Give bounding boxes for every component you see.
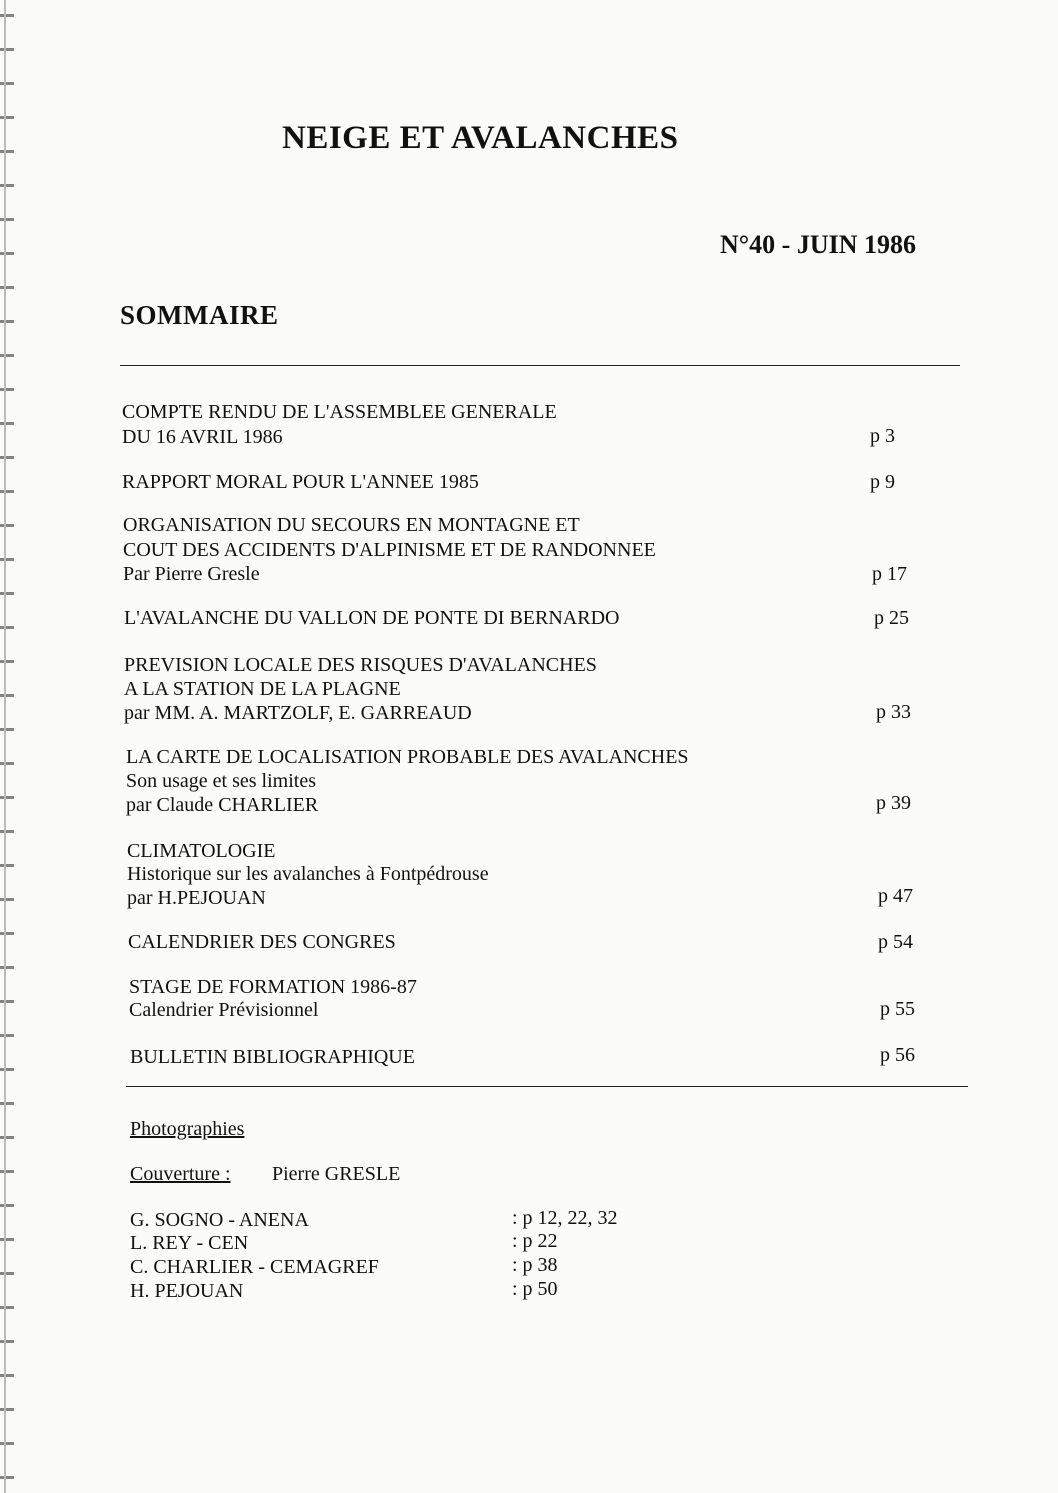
- photographer-name: G. SOGNO - ANENA: [130, 1209, 309, 1231]
- photographer-pages: : p 12, 22, 32: [512, 1207, 618, 1229]
- toc-entry-title: RAPPORT MORAL POUR L'ANNEE 1985: [122, 471, 479, 493]
- toc-entry-subline: par MM. A. MARTZOLF, E. GARREAUD: [124, 702, 472, 724]
- toc-page-number: p 54: [878, 931, 913, 953]
- toc-entry-subline: par Claude CHARLIER: [126, 794, 319, 816]
- issue-number: N°40 - JUIN 1986: [720, 230, 917, 259]
- toc-page-number: p 56: [880, 1044, 915, 1066]
- cover-credit-name: Pierre GRESLE: [272, 1163, 401, 1185]
- toc-entry-subline: COUT DES ACCIDENTS D'ALPINISME ET DE RANDONNEE: [123, 539, 656, 561]
- spiral-binding-edge: [0, 0, 14, 1493]
- toc-entry-title: LA CARTE DE LOCALISATION PROBABLE DES AVALANCHES: [126, 746, 689, 768]
- photographer-pages: : p 22: [512, 1230, 558, 1252]
- toc-entry-subline: A LA STATION DE LA PLAGNE: [124, 678, 401, 700]
- toc-entry-title: PREVISION LOCALE DES RISQUES D'AVALANCHES: [124, 654, 597, 676]
- toc-page-number: p 25: [874, 607, 909, 629]
- photographer-name: C. CHARLIER - CEMAGREF: [130, 1256, 379, 1278]
- binding-line: [4, 0, 6, 1493]
- photographer-name: H. PEJOUAN: [130, 1280, 244, 1302]
- toc-page-number: p 9: [870, 471, 895, 493]
- toc-page-number: p 39: [876, 792, 911, 814]
- toc-page-number: p 33: [876, 701, 911, 723]
- photographer-pages: : p 50: [512, 1278, 558, 1300]
- toc-entry-title: BULLETIN BIBLIOGRAPHIQUE: [130, 1046, 415, 1068]
- photographer-name: L. REY - CEN: [130, 1232, 249, 1254]
- toc-entry-title: ORGANISATION DU SECOURS EN MONTAGNE ET: [123, 514, 580, 536]
- toc-entry-title: STAGE DE FORMATION 1986-87: [129, 976, 417, 998]
- top-divider: [120, 365, 960, 366]
- toc-entry-subline: Son usage et ses limites: [126, 770, 316, 792]
- photo-credits-heading: Photographies: [130, 1118, 245, 1140]
- toc-entry-subline: Historique sur les avalanches à Fontpédrouse: [127, 863, 489, 885]
- toc-page-number: p 17: [872, 563, 907, 585]
- toc-entry-title: CLIMATOLOGIE: [127, 840, 276, 862]
- section-heading: SOMMAIRE: [120, 300, 279, 330]
- toc-page-number: p 3: [870, 425, 895, 447]
- toc-entry-title: L'AVALANCHE DU VALLON DE PONTE DI BERNARDO: [124, 607, 620, 629]
- publication-title: NEIGE ET AVALANCHES: [282, 120, 679, 156]
- toc-entry-subline: Calendrier Prévisionnel: [129, 999, 319, 1021]
- toc-page-number: p 55: [880, 998, 915, 1020]
- bottom-divider: [126, 1086, 968, 1087]
- toc-page-number: p 47: [878, 885, 913, 907]
- photographer-pages: : p 38: [512, 1254, 558, 1276]
- toc-entry-subline: DU 16 AVRIL 1986: [122, 426, 283, 448]
- toc-entry-title: COMPTE RENDU DE L'ASSEMBLEE GENERALE: [122, 401, 557, 423]
- cover-credit-label: Couverture :: [130, 1163, 231, 1185]
- toc-entry-subline: Par Pierre Gresle: [123, 563, 260, 585]
- toc-entry-subline: par H.PEJOUAN: [127, 887, 266, 909]
- toc-entry-title: CALENDRIER DES CONGRES: [128, 931, 396, 953]
